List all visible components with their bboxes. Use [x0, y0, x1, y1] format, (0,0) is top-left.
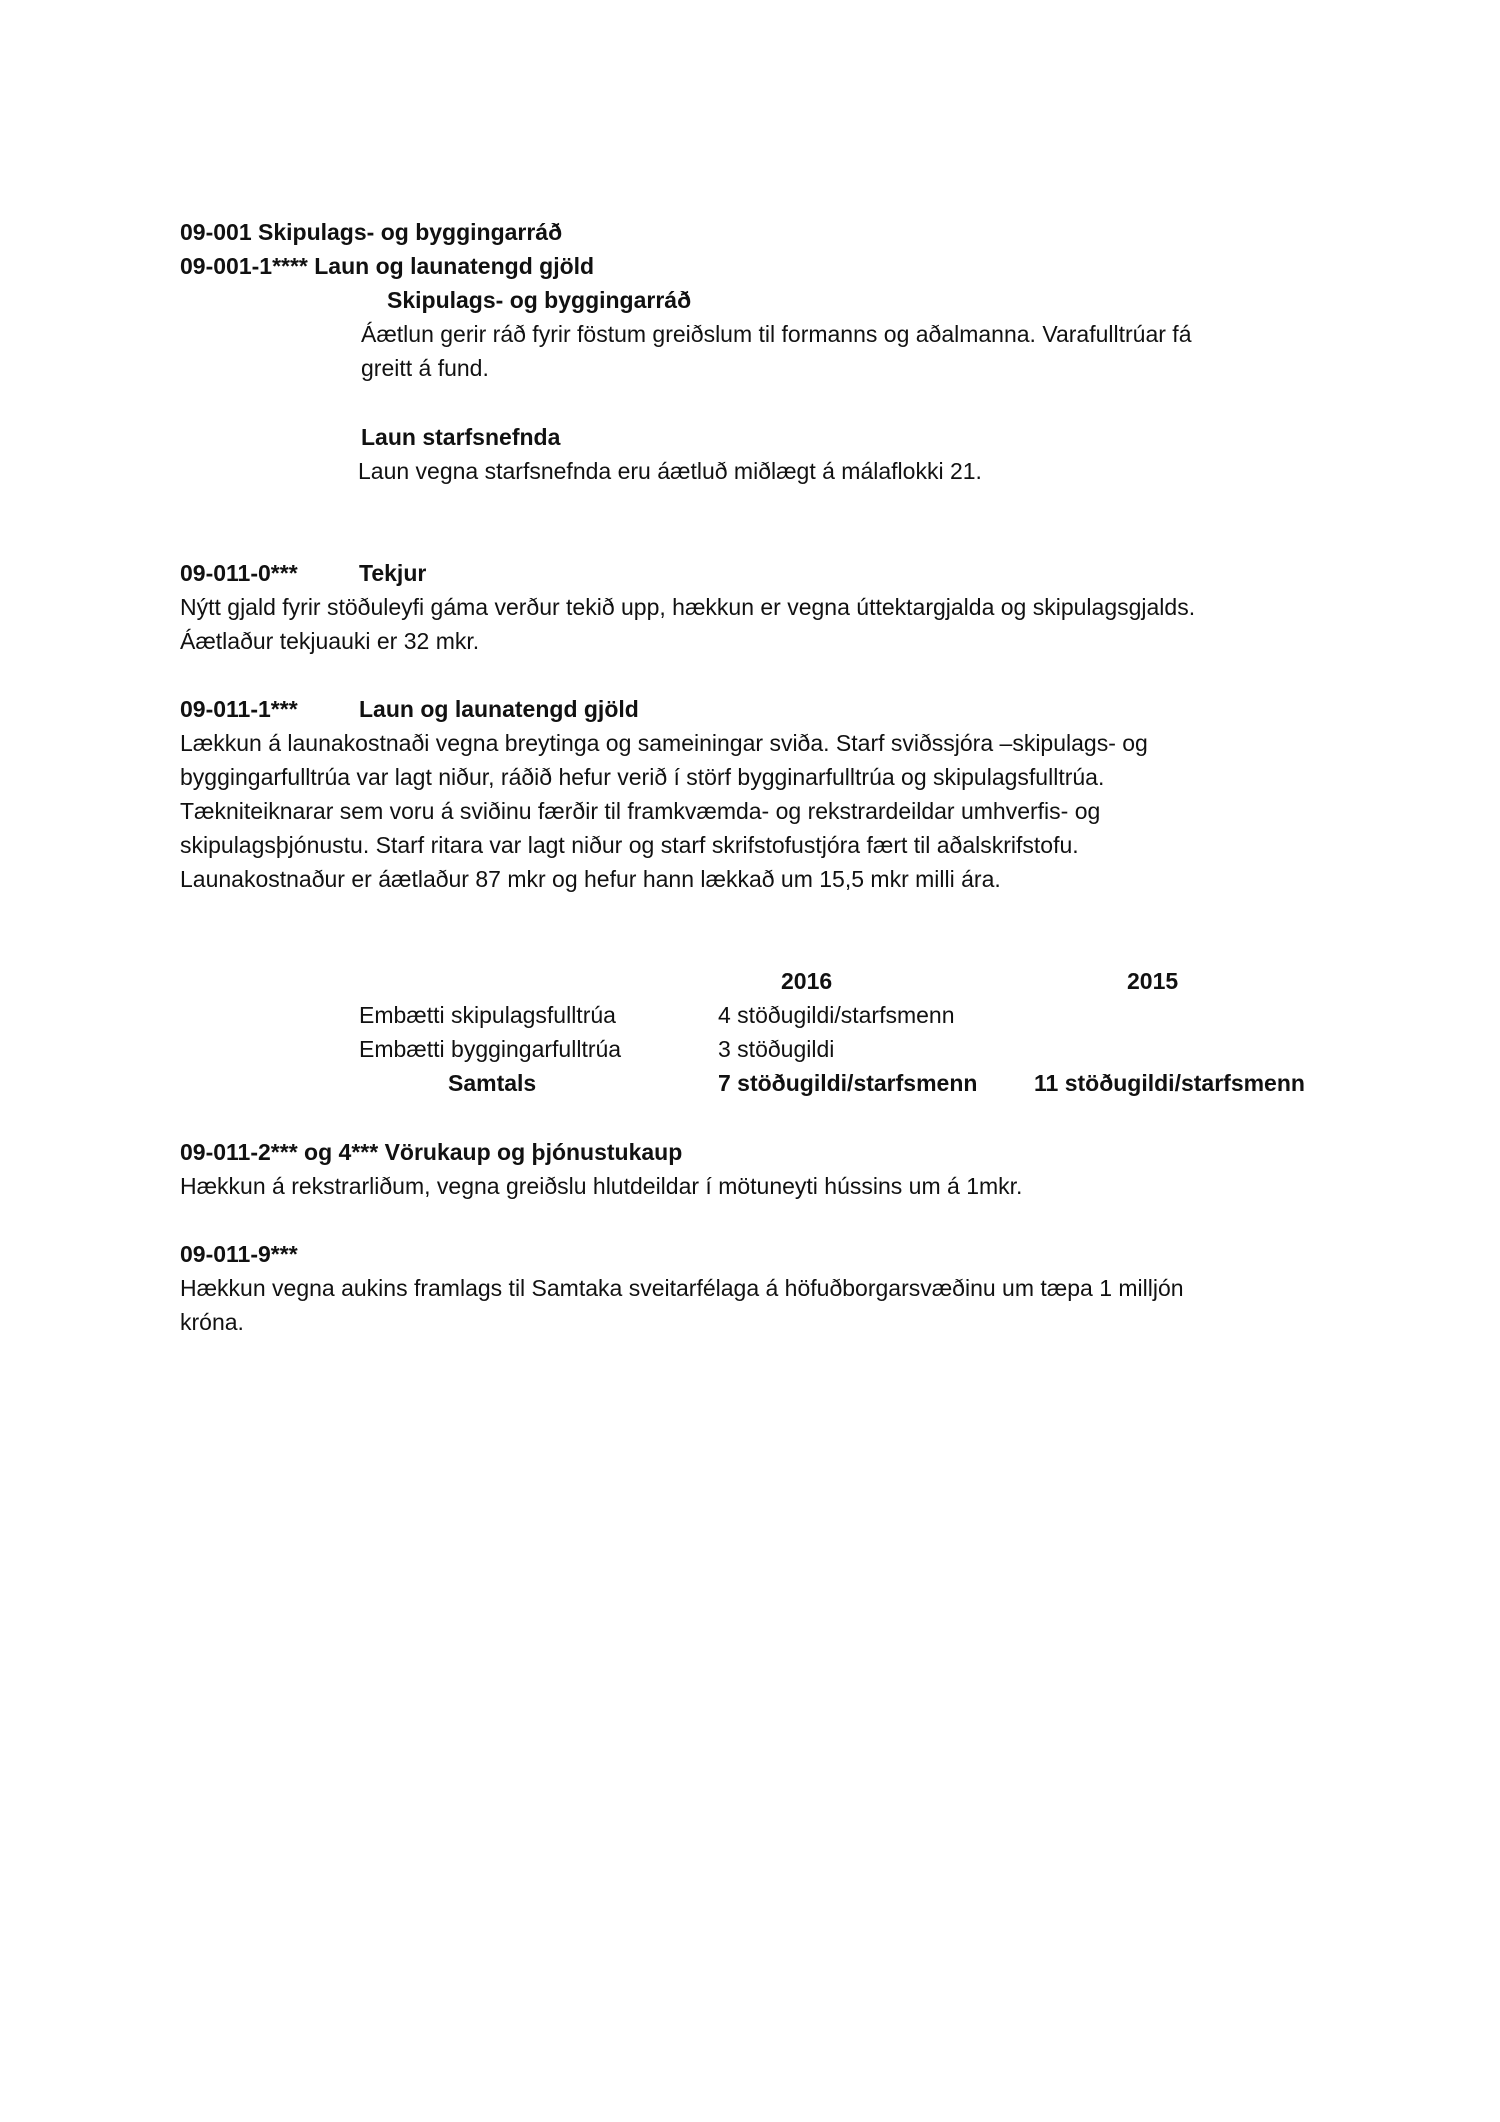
subsection-title: Skipulags- og byggingarráð — [387, 287, 692, 313]
paragraph-laun-starfsnefnda: Laun vegna starfsnefnda eru áætluð miðlægt á málaflokki 21. — [358, 458, 982, 484]
paragraph-s3 — [180, 726, 1148, 896]
section-subheading-09-001-1: 09-001-1**** Laun og launatengd gjöld — [180, 253, 595, 279]
table-cell-2016: 3 stöðugildi — [718, 1036, 835, 1062]
section-code-09-011-0: 09-011-0*** — [180, 560, 298, 586]
table-row-label: Embætti skipulagsfulltrúa — [359, 1002, 616, 1028]
section-heading-09-001: 09-001 Skipulags- og byggingarráð — [180, 219, 563, 245]
paragraph-line: skipulagsþjónustu. Starf ritara var lagt niður og starf skrifstofustjóra fært til aðalskrifstofu. — [180, 832, 1079, 858]
table-total-2016: 7 stöðugildi/starfsmenn — [718, 1070, 978, 1096]
table-row-label: Embætti byggingarfulltrúa — [359, 1036, 622, 1062]
table-total-2015: 11 stöðugildi/starfsmenn — [1034, 1070, 1305, 1096]
paragraph-line: Áætlaður tekjuauki er 32 mkr. — [180, 628, 480, 654]
paragraph-line: Nýtt gjald fyrir stöðuleyfi gáma verður tekið upp, hækkun er vegna úttektargjalda og skipulagsgjalds. — [180, 594, 1196, 620]
section-heading-09-011-2: 09-011-2*** og 4*** Vörukaup og þjónustukaup — [180, 1139, 683, 1165]
paragraph-line: greitt á fund. — [361, 355, 489, 381]
paragraph-s2 — [180, 590, 1195, 658]
paragraph-line: Áætlun gerir ráð fyrir föstum greiðslum til formanns og aðalmanna. Varafulltrúar fá — [361, 321, 1192, 347]
paragraph-line: króna. — [180, 1309, 244, 1335]
paragraph-line: Lækkun á launakostnaði vegna breytinga og sameiningar sviða. Starf sviðssjóra –skipulags- og — [180, 730, 1148, 756]
paragraph-line: Hækkun vegna aukins framlags til Samtaka sveitarfélaga á höfuðborgarsvæðinu um tæpa 1 milljón — [180, 1275, 1184, 1301]
table-header-2015: 2015 — [1127, 968, 1179, 994]
section-heading-09-011-9: 09-011-9*** — [180, 1241, 298, 1267]
subsection-title-laun-starfsnefnda: Laun starfsnefnda — [361, 424, 561, 450]
paragraph-line: byggingarfulltrúa var lagt niður, ráðið hefur verið í störf bygginarfulltrúa og skipulagsfulltrúa. — [180, 764, 1105, 790]
table-header-2016: 2016 — [781, 968, 833, 994]
paragraph-s1 — [361, 317, 1191, 385]
paragraph-line: Launakostnaður er áætlaður 87 mkr og hefur hann lækkað um 15,5 mkr milli ára. — [180, 866, 1001, 892]
section-code-09-011-1: 09-011-1*** — [180, 696, 298, 722]
paragraph-s5 — [180, 1271, 1184, 1339]
paragraph-line: Tækniteiknarar sem voru á sviðinu færðir til framkvæmda- og rekstrardeildar umhverfis- og — [180, 798, 1101, 824]
table-cell-2016: 4 stöðugildi/starfsmenn — [718, 1002, 955, 1028]
paragraph-s4: Hækkun á rekstrarliðum, vegna greiðslu hlutdeildar í mötuneyti hússins um á 1mkr. — [180, 1173, 1023, 1199]
section-title-laun: Laun og launatengd gjöld — [359, 696, 639, 722]
section-title-tekjur: Tekjur — [359, 560, 427, 586]
table-total-label: Samtals — [448, 1070, 537, 1096]
